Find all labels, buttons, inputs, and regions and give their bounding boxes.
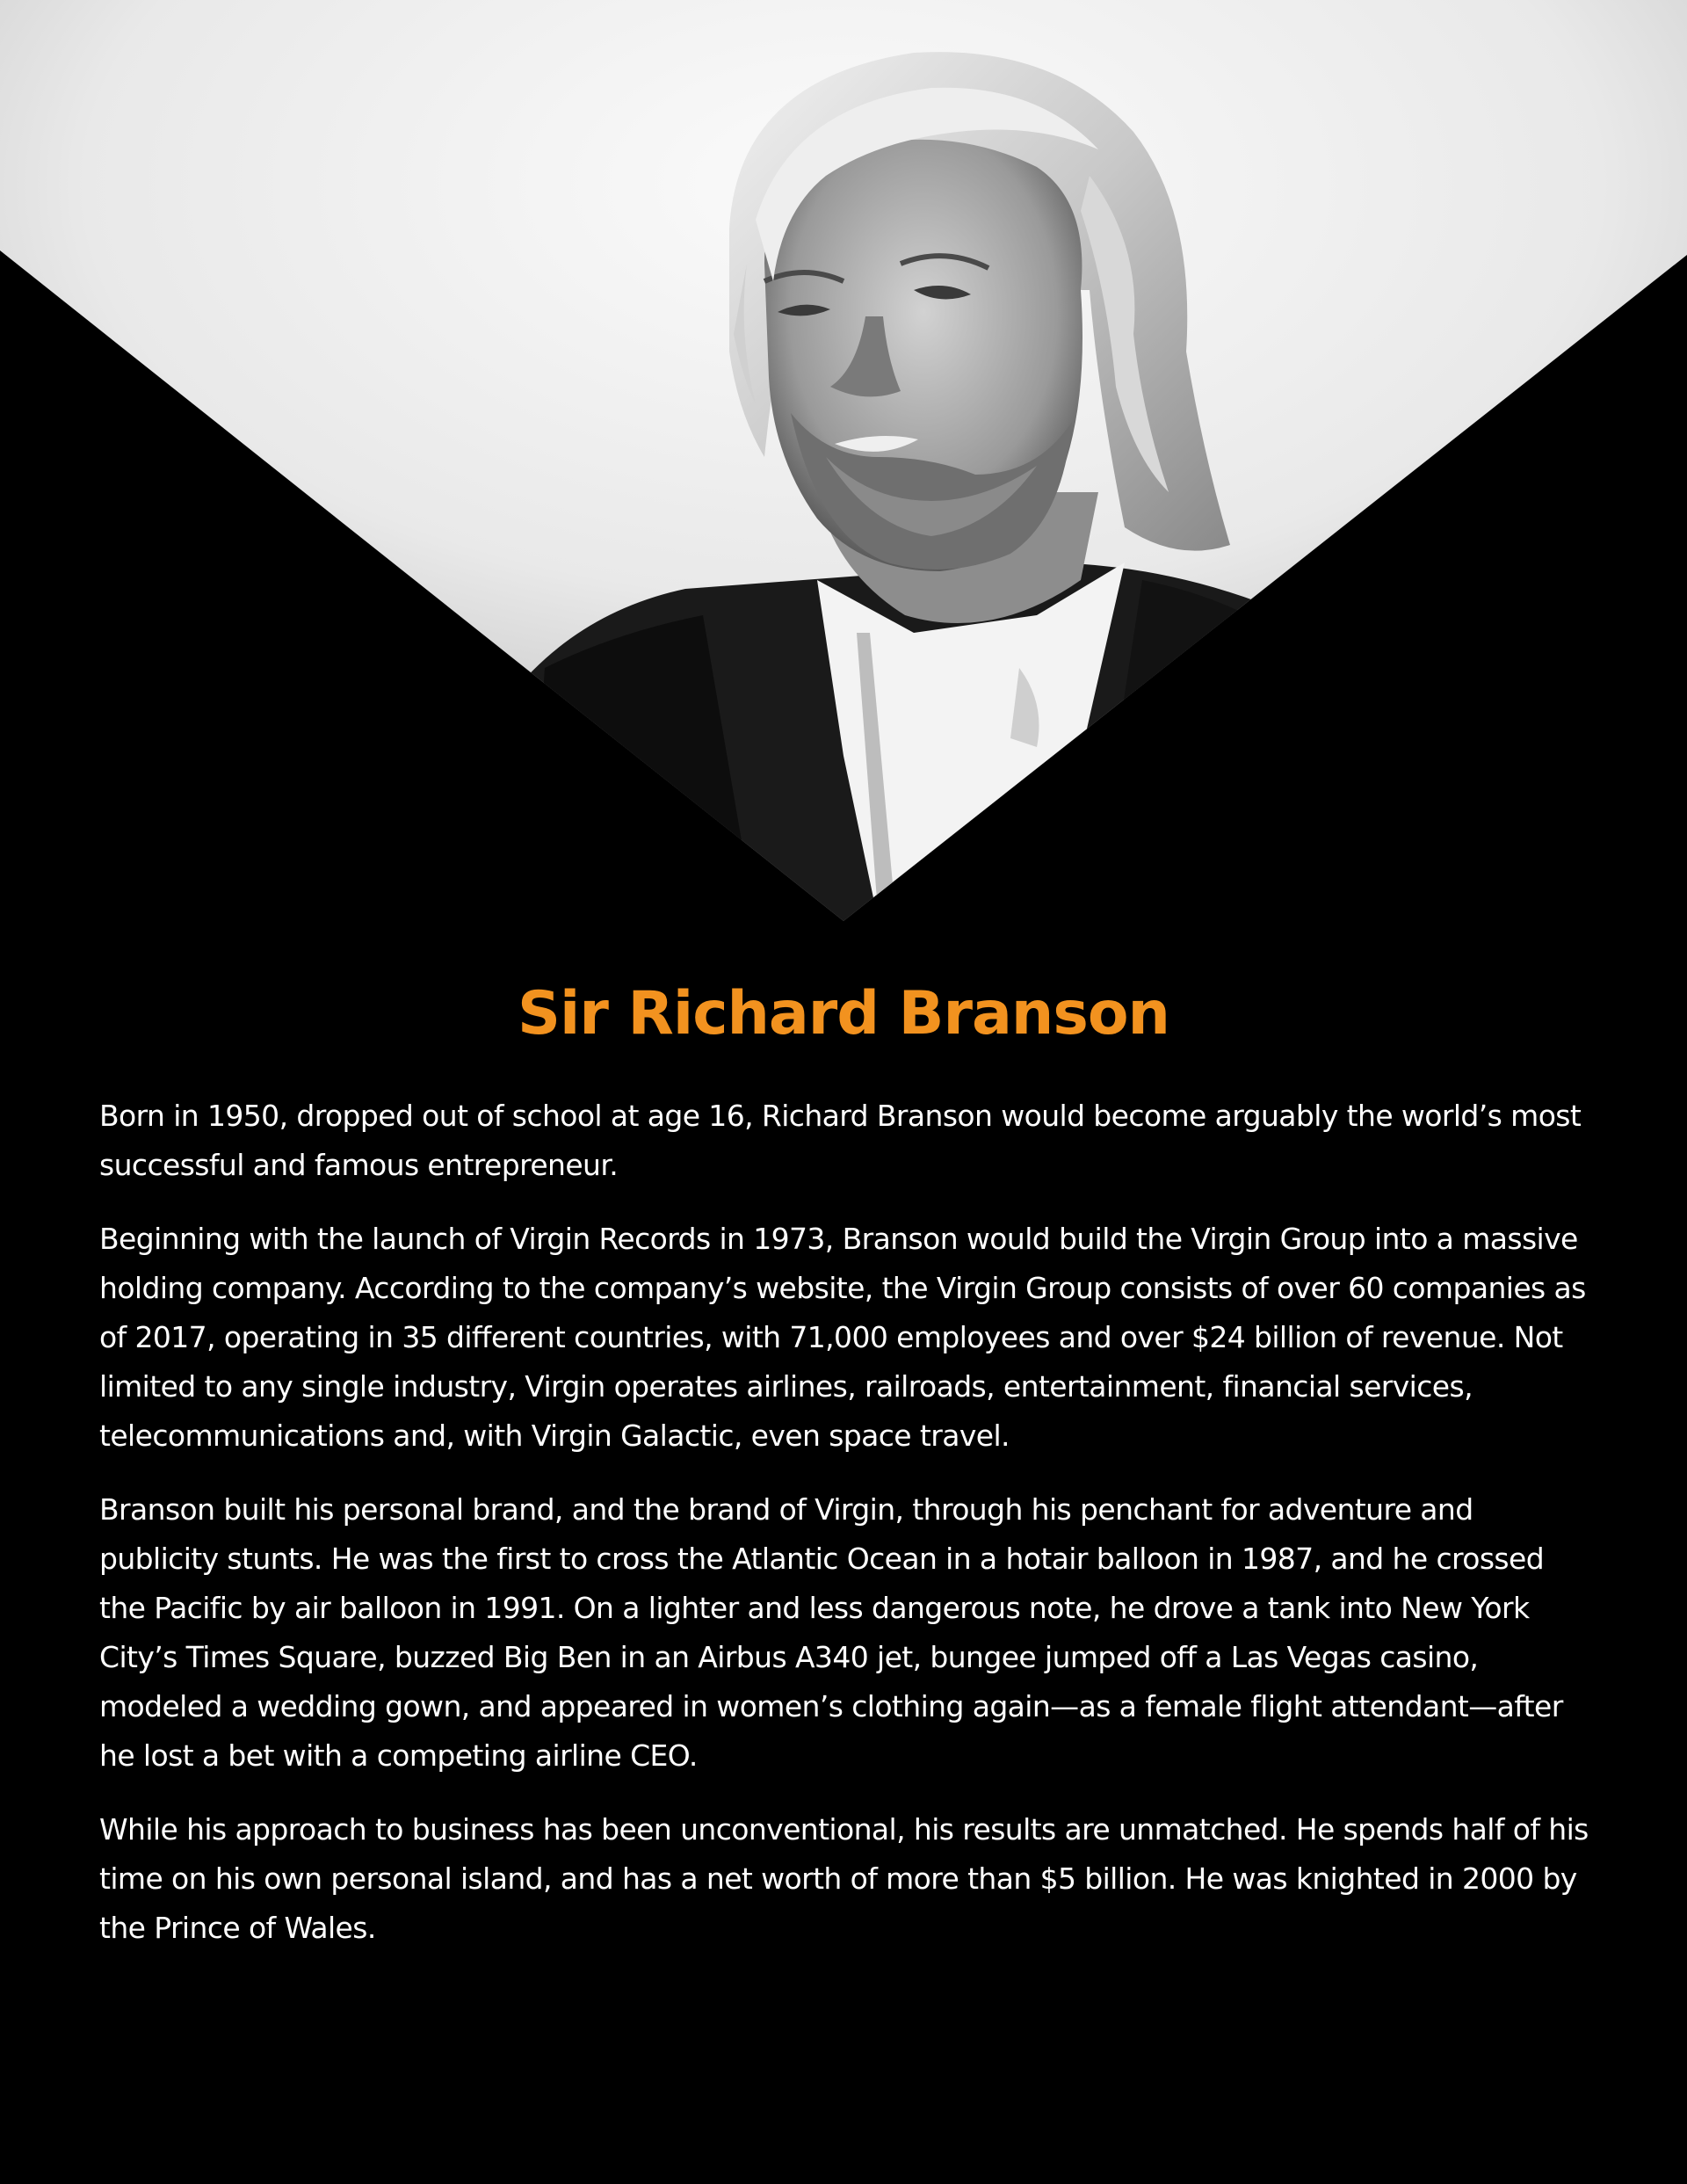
portrait-photo: [0, 0, 1687, 923]
biography-paragraph: Beginning with the launch of Virgin Records in 1973, Branson would build the Virgin Group into a massive holding company. According to the company’s website, the Virgin Group consists of over 60 companies as of 2017, operating in 35 different countries, with 71,000 employees and over $24 billion of revenue. Not limited to any single industry, Virgin operates airlines, railroads, entertainment, financial services, telecommunications and, with Virgin Galactic, even space travel.: [99, 1222, 1586, 1453]
biography-paragraph: Born in 1950, dropped out of school at age 16, Richard Branson would become arguably the world’s most successful and famous entrepreneur.: [99, 1099, 1582, 1182]
biography-paragraph: While his approach to business has been unconventional, his results are unmatched. He spends half of his time on his own personal island, and has a net worth of more than $5 billion. He was knighted in 2000 by the Prince of Wales.: [99, 1812, 1589, 1945]
biography-text: [99, 1092, 1593, 1977]
biography-paragraph: Branson built his personal brand, and the brand of Virgin, through his penchant for adventure and publicity stunts. He was the first to cross the Atlantic Ocean in a hotair balloon in 1987, and he crossed the Pacific by air balloon in 1991. On a lighter and less dangerous note, he drove a tank into New York City’s Times Square, buzzed Big Ben in an Airbus A340 jet, bungee jumped off a Las Vegas casino, modeled a wedding gown, and appeared in women’s clothing again—as a female flight attendant—after he lost a bet with a competing airline CEO.: [99, 1492, 1563, 1773]
page-title: Sir Richard Branson: [518, 979, 1169, 1048]
portrait-photo-graphic: [0, 0, 1687, 923]
